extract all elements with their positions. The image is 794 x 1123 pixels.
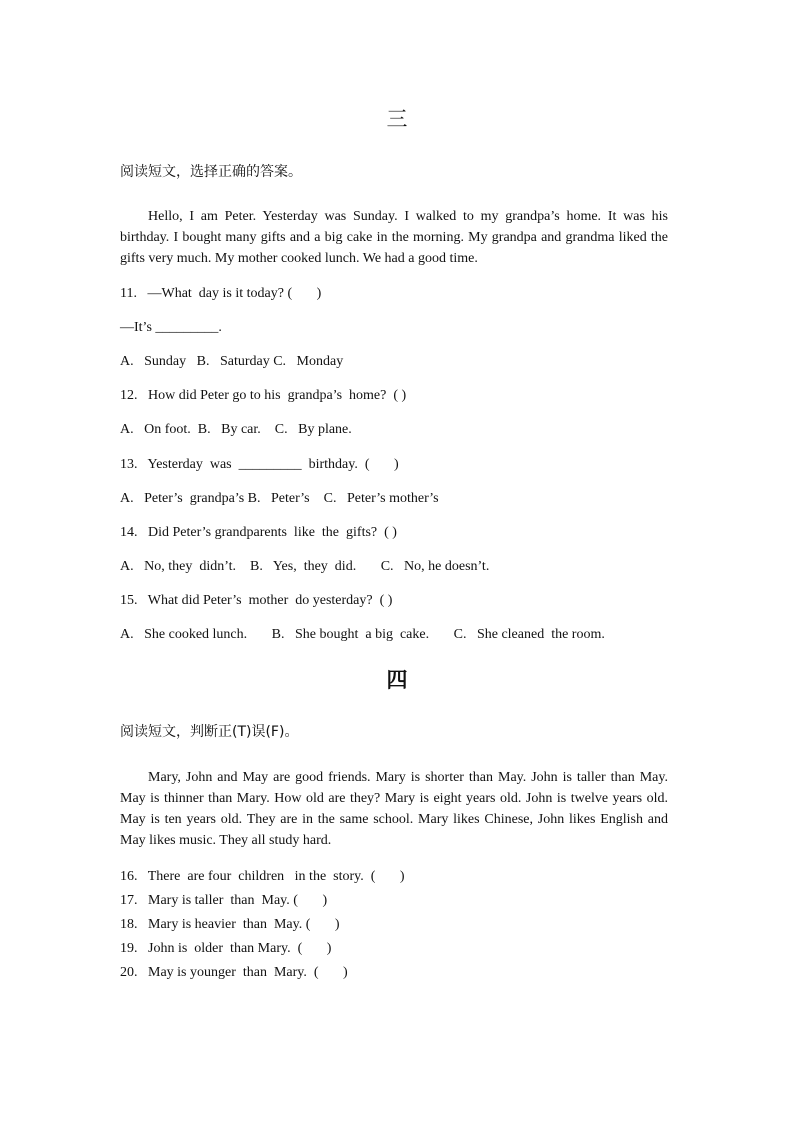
question-13-options: A. Peter’s grandpa’s B. Peter’s C. Peter’s mother’s <box>120 491 439 506</box>
question-15-options: A. She cooked lunch. B. She bought a big cake. C. She cleaned the room. <box>120 627 605 642</box>
question-14-options: A. No, they didn’t. B. Yes, they did. C. No, he doesn’t. <box>120 559 490 574</box>
question-11: 11. —What day is it today? ( ) <box>120 286 322 301</box>
statement-17: 17. Mary is taller than May. ( ) <box>120 893 328 908</box>
section-3-instruction: 阅读短文，选择正确的答案。 <box>120 164 302 180</box>
section-3-heading: 三 <box>386 107 408 131</box>
statement-18: 18. Mary is heavier than May. ( ) <box>120 917 340 932</box>
statement-19: 19. John is older than Mary. ( ) <box>120 941 332 956</box>
question-11-options: A. Sunday B. Saturday C. Monday <box>120 354 344 369</box>
question-13: 13. Yesterday was _________ birthday. ( ) <box>120 457 399 472</box>
statement-20: 20. May is younger than Mary. ( ) <box>120 965 348 980</box>
section-4-instruction: 阅读短文，判断正(T)误(F)。 <box>120 724 299 740</box>
statement-16: 16. There are four children in the story. ( ) <box>120 869 405 884</box>
question-12-options: A. On foot. B. By car. C. By plane. <box>120 422 352 437</box>
question-14: 14. Did Peter’s grandparents like the gifts? ( ) <box>120 525 397 540</box>
section-4-passage: Mary, John and May are good friends. Mary is shorter than May. John is taller than May. May is thinner than Mary. How old are they? Mary is eight years old. John is twelve years old. May is ten years old. They are in the same school. Mary likes Chinese, John likes English and May likes music. They all study hard. <box>120 770 668 848</box>
question-12: 12. How did Peter go to his grandpa’s home? ( ) <box>120 388 407 403</box>
section-4-heading: 四 <box>386 668 408 692</box>
question-11-answer-blank: —It’s _________. <box>120 320 222 335</box>
question-15: 15. What did Peter’s mother do yesterday? ( ) <box>120 593 393 608</box>
section-3-passage: Hello, I am Peter. Yesterday was Sunday. I walked to my grandpa’s home. It was his birthday. I bought many gifts and a big cake in the morning. My grandpa and grandma liked the gifts very much. My mother cooked lunch. We had a good time. <box>120 209 668 266</box>
